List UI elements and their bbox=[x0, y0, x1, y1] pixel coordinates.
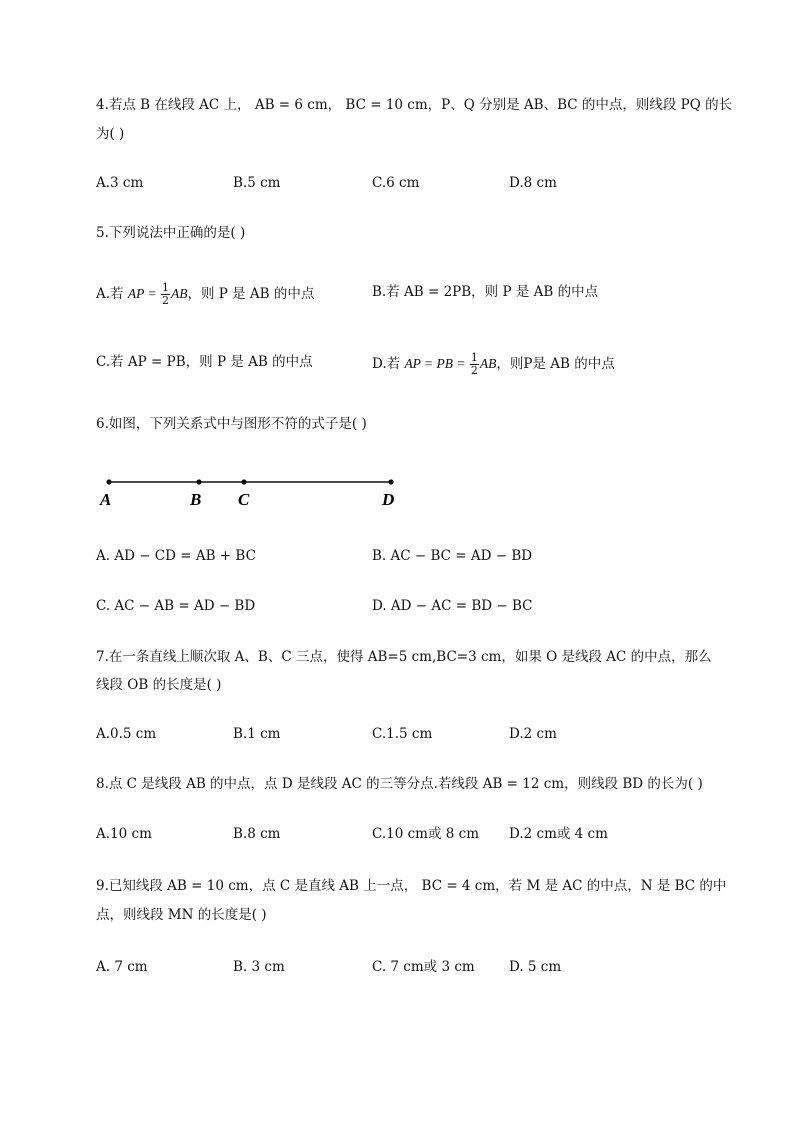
q9-option-b: B. 3 cm bbox=[233, 959, 285, 975]
q5-a-prefix: A.若 bbox=[96, 286, 128, 302]
q5-d-fraction bbox=[470, 352, 479, 377]
q5-a-fraction bbox=[161, 282, 170, 307]
q5-a-equation: AP = bbox=[127, 286, 160, 301]
q5-option-b: B.若 AB = 2PB，则 P 是 AB 的中点 bbox=[372, 284, 599, 300]
q5-option-d bbox=[372, 352, 615, 377]
q7-option-a: A.0.5 cm bbox=[96, 726, 157, 742]
q6-label-c: C bbox=[238, 490, 250, 509]
q6-line-figure bbox=[96, 462, 406, 514]
q4-option-c: C.6 cm bbox=[372, 175, 420, 191]
q4-option-b: B.5 cm bbox=[233, 175, 281, 191]
q7-stem-line1: 7.在一条直线上顺次取 A、B、C 三点，使得 AB=5 cm,BC=3 cm，如果 O 是线段 AC 的中点，那么 bbox=[96, 649, 712, 665]
q6-label-b: B bbox=[190, 490, 202, 509]
q5-a-segment: AB bbox=[170, 286, 188, 301]
q6-point-d bbox=[388, 479, 393, 484]
q4-option-d: D.8 cm bbox=[509, 175, 557, 191]
q8-option-b: B.8 cm bbox=[233, 826, 281, 842]
q7-option-c: C.1.5 cm bbox=[372, 726, 433, 742]
q6-option-c: C. AC − AB = AD − BD bbox=[96, 598, 256, 614]
q5-d-suffix: ，则P是 AB 的中点 bbox=[496, 356, 615, 372]
q6-stem: 6.如图，下列关系式中与图形不符的式子是( ) bbox=[96, 416, 367, 432]
q5-d-equation: AP = PB = bbox=[404, 356, 469, 371]
q4-option-a: A.3 cm bbox=[96, 175, 144, 191]
q5-d-segment: AB bbox=[479, 356, 497, 371]
q7-option-d: D.2 cm bbox=[509, 726, 557, 742]
q6-point-b bbox=[196, 479, 201, 484]
q7-option-b: B.1 cm bbox=[233, 726, 281, 742]
q5-option-a bbox=[96, 282, 314, 307]
q6-option-b: B. AC − BC = AD − BD bbox=[372, 548, 533, 564]
q6-label-d: D bbox=[382, 490, 395, 509]
q5-option-c: C.若 AP = PB，则 P 是 AB 的中点 bbox=[96, 354, 313, 370]
q8-option-a: A.10 cm bbox=[96, 826, 152, 842]
q8-stem: 8.点 C 是线段 AB 的中点，点 D 是线段 AC 的三等分点.若线段 AB = 12 cm，则线段 BD 的长为( ) bbox=[96, 776, 703, 792]
q5-stem: 5.下列说法中正确的是( ) bbox=[96, 225, 246, 241]
q6-option-a: A. AD − CD = AB + BC bbox=[96, 548, 256, 564]
q6-label-a: A bbox=[100, 490, 112, 509]
q4-stem-line2: 为( ) bbox=[96, 126, 125, 142]
q6-point-a bbox=[106, 479, 111, 484]
q9-option-d: D. 5 cm bbox=[509, 959, 562, 975]
q9-option-c: C. 7 cm或 3 cm bbox=[372, 959, 475, 975]
q5-a-frac-num: 1 bbox=[161, 281, 169, 294]
q9-stem-line2: 点，则线段 MN 的长度是( ) bbox=[96, 907, 267, 923]
q8-option-c: C.10 cm或 8 cm bbox=[372, 826, 480, 842]
q9-option-a: A. 7 cm bbox=[96, 959, 148, 975]
q5-a-suffix: ，则 P 是 AB 的中点 bbox=[187, 286, 315, 302]
q8-option-d: D.2 cm或 4 cm bbox=[509, 826, 608, 842]
q5-d-frac-den: 2 bbox=[470, 364, 478, 377]
q6-option-d: D. AD − AC = BD − BC bbox=[372, 598, 533, 614]
q4-stem-line1: 4.若点 B 在线段 AC 上， AB = 6 cm， BC = 10 cm，P、Q 分别是 AB、BC 的中点，则线段 PQ 的长 bbox=[96, 97, 733, 113]
q5-a-frac-den: 2 bbox=[161, 294, 169, 307]
q5-d-frac-num: 1 bbox=[470, 351, 478, 364]
q9-stem-line1: 9.已知线段 AB = 10 cm，点 C 是直线 AB 上一点， BC = 4 cm，若 M 是 AC 的中点，N 是 BC 的中 bbox=[96, 878, 727, 894]
q7-stem-line2: 线段 OB 的长度是( ) bbox=[96, 677, 222, 693]
q6-point-c bbox=[241, 479, 246, 484]
q5-d-prefix: D.若 bbox=[372, 356, 405, 372]
